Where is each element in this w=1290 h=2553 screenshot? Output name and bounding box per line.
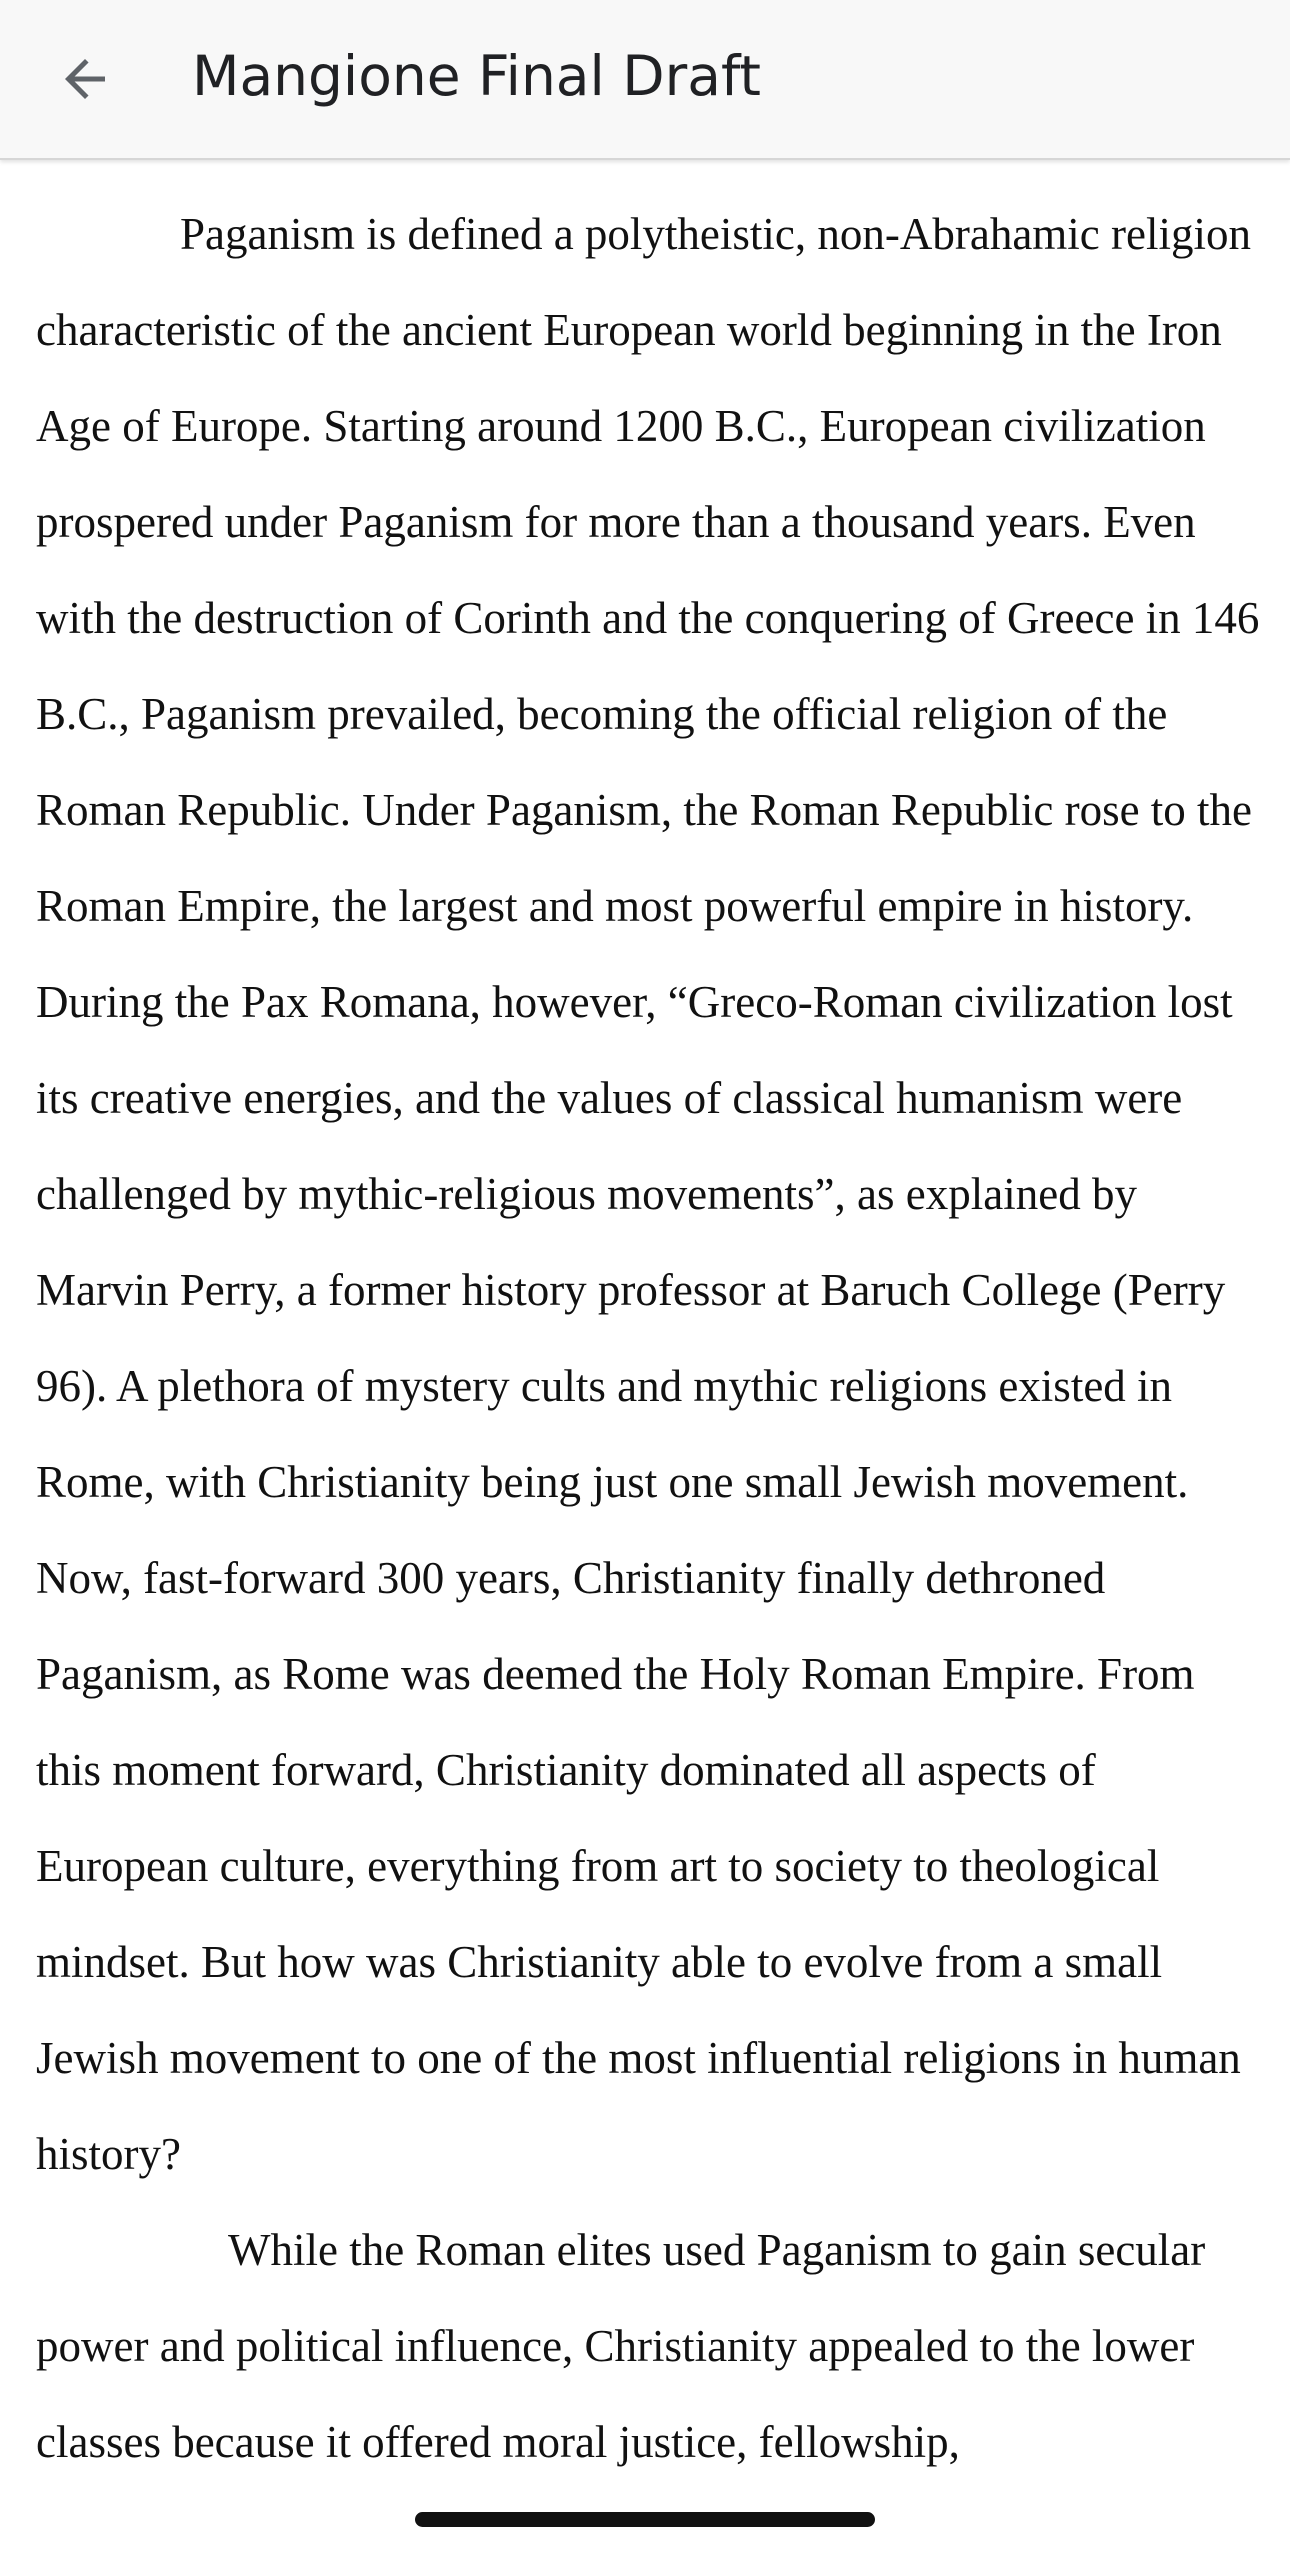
paragraph-1: Paganism is defined a polytheistic, non-Abrahamic religion characteristic of the ancient European world beginning in the Iron Age of Europe. Starting around 1200 B.C., European civilization prospered under Paganism for more than a thousand years. Even with the destruction of Corinth and the conquering of Greece in 146 B.C., Paganism prevailed, becoming the official religion of the Roman Republic. Under Paganism, the Roman Republic rose to the Roman Empire, the largest and most powerful empire in history. During the Pax Romana, however, “Greco-Roman civilization lost its creative energies, and the values of classical humanism were challenged by mythic-religious movements”, as explained by Marvin Perry, a former history professor at Baruch College (Perry 96). A plethora of mystery cults and mythic religions existed in Rome, with Christianity being just one small Jewish movement. Now, fast-forward 300 years, Christianity finally dethroned Paganism, as Rome was deemed the Holy Roman Empire. From this moment forward, Christianity dominated all aspects of European culture, everything from art to society to theological mindset. But how was Christianity able to evolve from a small Jewish movement to one of the most influential religions in human history? [36, 209, 1260, 2179]
back-button[interactable] [40, 34, 130, 124]
paragraph-2: While the Roman elites used Paganism to gain secular power and political influence, Christianity appealed to the lower classes because it offered moral justice, fellowship, [36, 2225, 1206, 2467]
document-title: Mangione Final Draft [192, 44, 761, 108]
document-body[interactable] [36, 186, 1261, 2553]
app-bar [0, 0, 1290, 160]
home-indicator[interactable] [415, 2512, 875, 2527]
arrow-left-icon [55, 49, 115, 109]
